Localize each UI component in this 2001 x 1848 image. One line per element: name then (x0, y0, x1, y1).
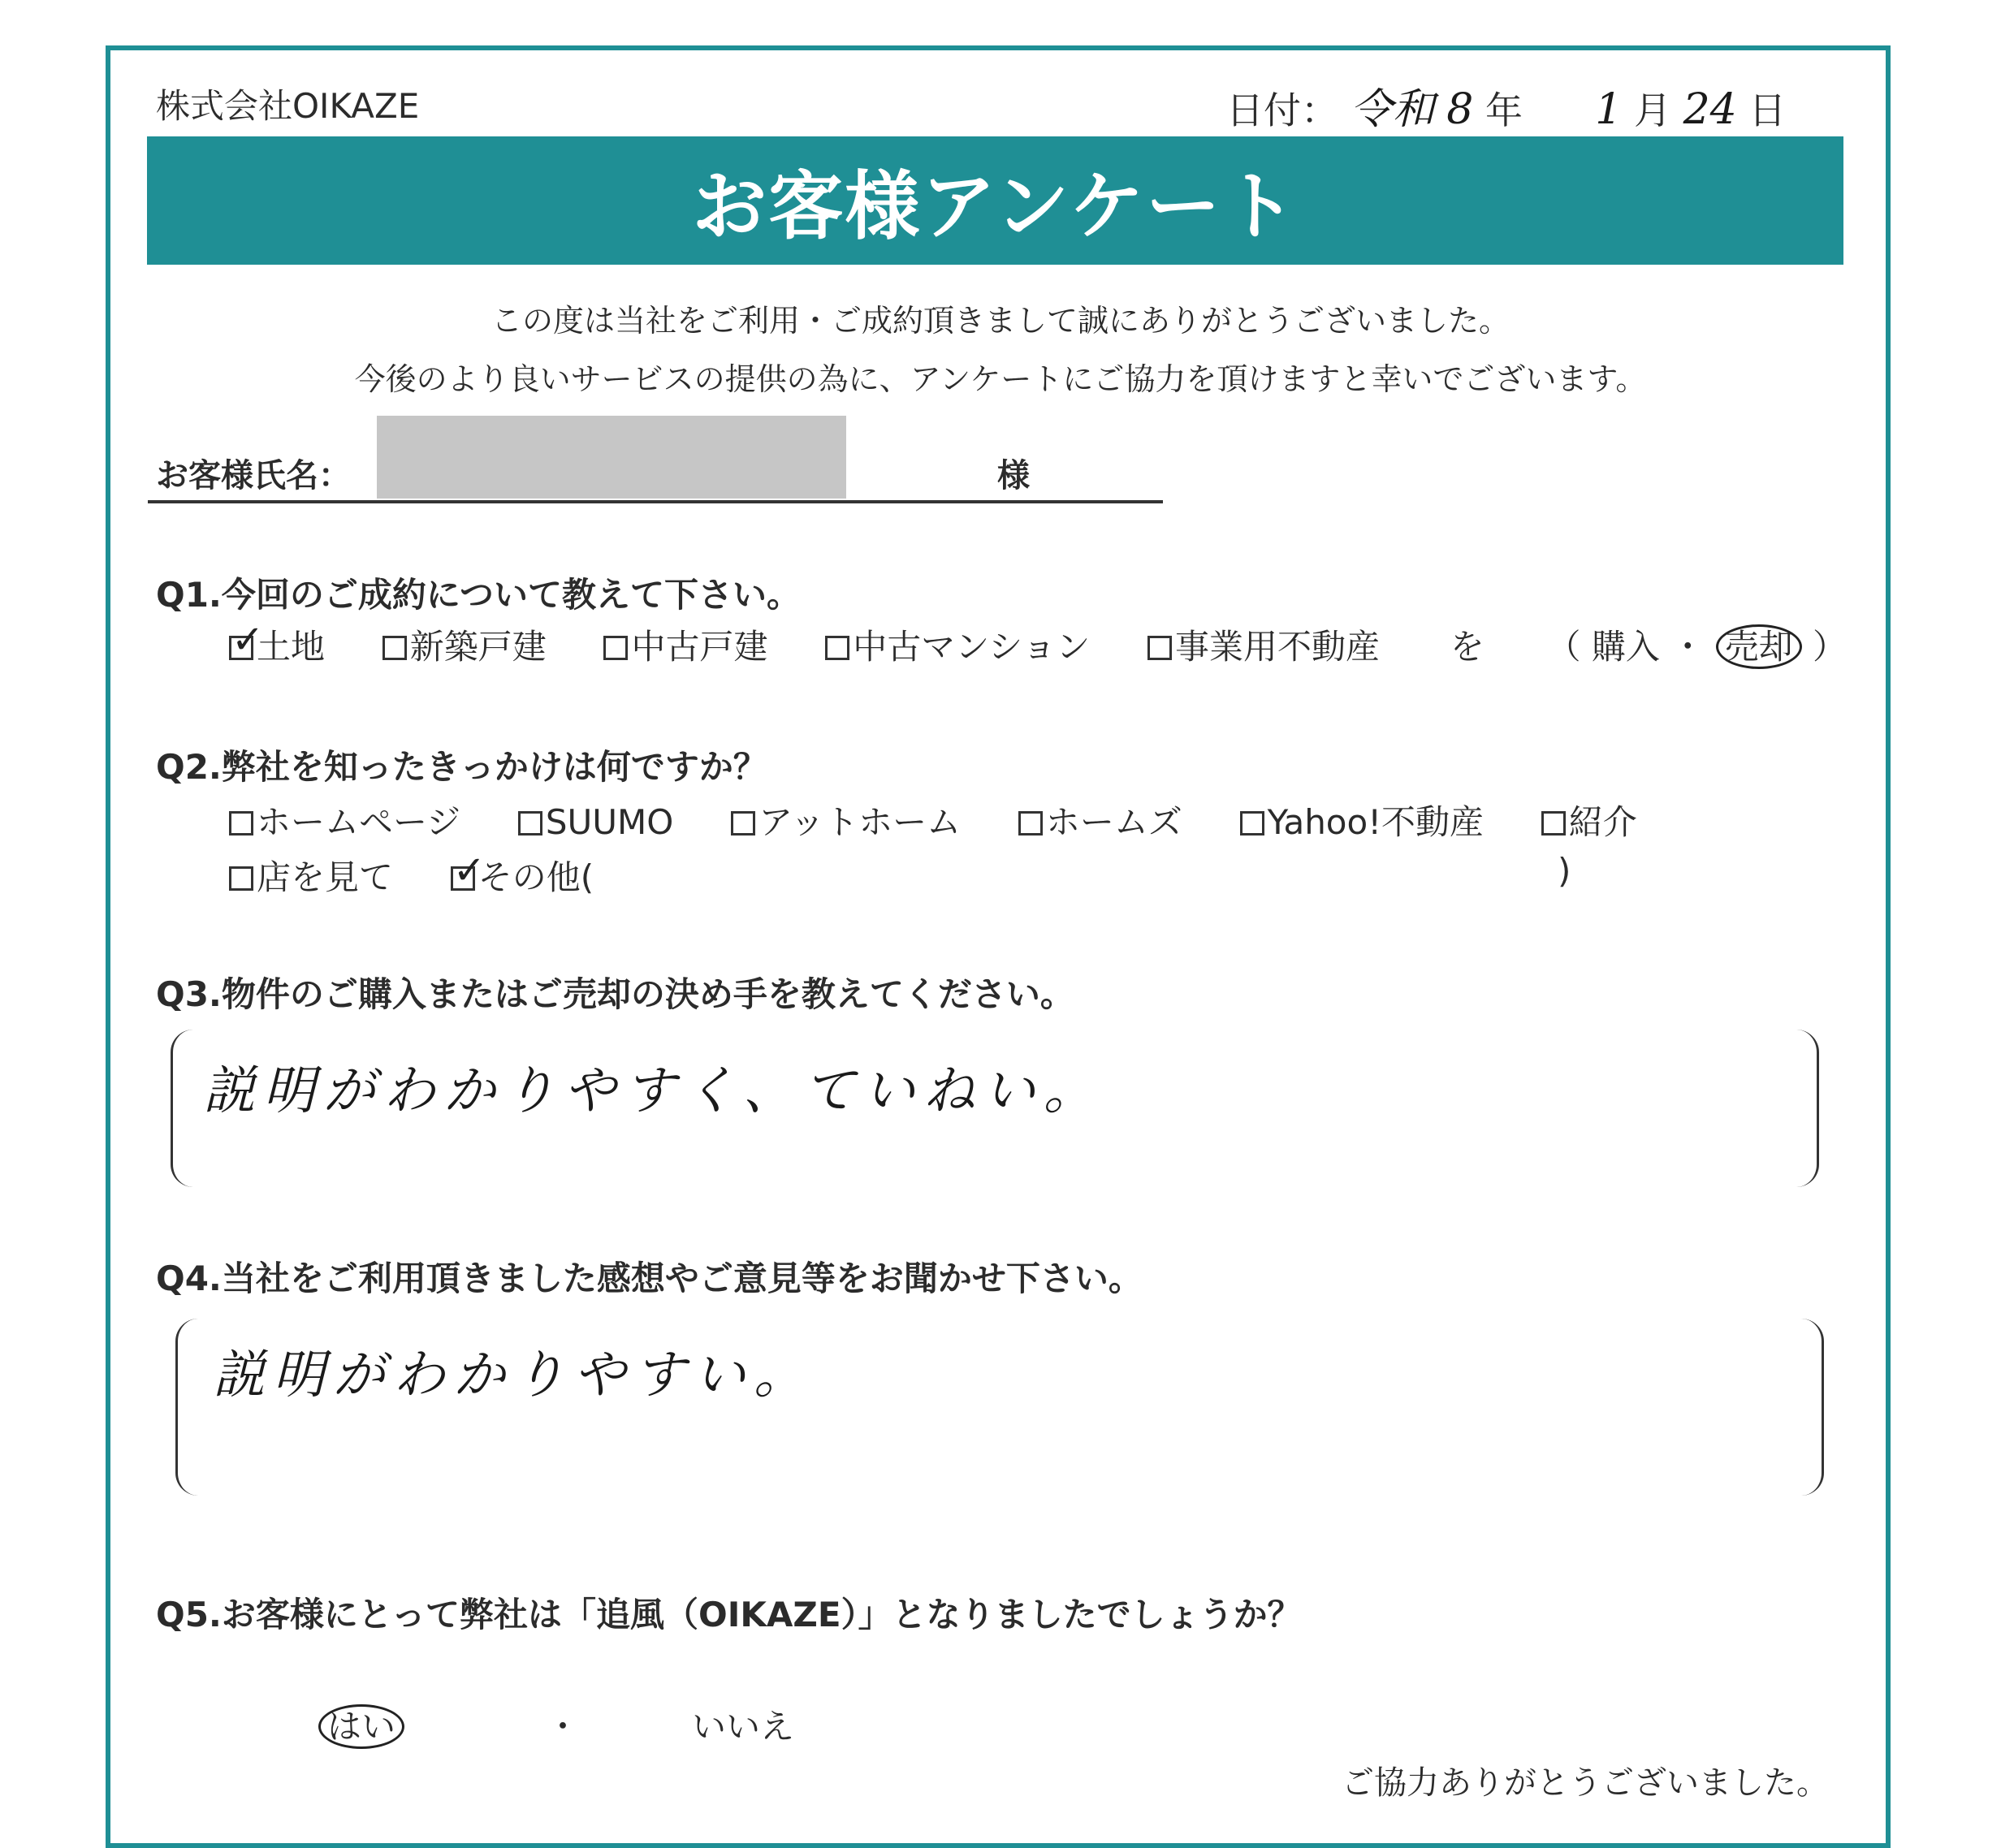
q3-question: Q3.物件のご購入またはご売却の決め手を教えてください。 (156, 974, 1074, 1014)
date-field (1226, 75, 1786, 136)
intro-line-1: この度は当社をご利用・ご成約頂きまして誠にありがとうございました。 (491, 303, 1510, 339)
survey-title: お客様アンケート (692, 163, 1299, 250)
checkbox-icon[interactable] (603, 636, 628, 660)
q2-other-close: ) (1558, 851, 1571, 891)
q4-question: Q4.当社をご利用頂きました感想やご意見等をお聞かせ下さい。 (156, 1259, 1143, 1298)
q3-answer: 説明がわかりやすく、ていねい。 (203, 1061, 1104, 1121)
checkbox-icon[interactable] (229, 811, 253, 835)
q2-option-homes[interactable]: ホームズ (1018, 802, 1182, 842)
q2-option-other[interactable]: ✓ その他( (451, 857, 594, 897)
checkbox-icon[interactable] (1018, 811, 1043, 835)
q2-options-row-1 (229, 796, 1637, 844)
q2-option-referral[interactable]: 紹介 (1541, 802, 1637, 842)
q5-yes-circled[interactable]: はい (318, 1704, 404, 1749)
checkbox-icon[interactable] (1147, 636, 1172, 660)
q2-question: Q2.弊社を知ったきっかけは何ですか？ (156, 747, 767, 787)
q1-option-new-house[interactable]: 新築戸建 (382, 627, 547, 667)
checkbox-icon[interactable] (1240, 811, 1264, 835)
customer-name-suffix: 様 (997, 457, 1030, 494)
q2-option-suumo[interactable]: SUUMO (518, 802, 673, 842)
q1-dot: ・ (1670, 627, 1705, 667)
date-day: 24 (1683, 85, 1737, 134)
q1-option-used-mansion[interactable]: 中古マンション (825, 627, 1090, 667)
checkbox-icon[interactable] (518, 811, 542, 835)
date-year-unit: 年 (1485, 89, 1523, 132)
q1-sell-option[interactable]: 売却 (1716, 624, 1802, 669)
date-month-unit: 月 (1633, 89, 1671, 132)
customer-name-redacted (377, 416, 846, 499)
q1-question: Q1.今回のご成約について教えて下さい。 (156, 575, 802, 615)
q2-option-store[interactable]: 店を見て (229, 857, 393, 897)
date-day-unit: 日 (1748, 89, 1787, 132)
checkbox-icon[interactable] (1541, 811, 1566, 835)
checkbox-icon[interactable] (382, 636, 407, 660)
company-name: 株式会社OIKAZE (156, 86, 420, 126)
q2-option-homepage[interactable]: ホームページ (229, 802, 460, 842)
closing-message: ご協力ありがとうございました。 (1342, 1764, 1829, 1802)
q4-answer: 説明がわかりやすい。 (213, 1345, 814, 1405)
customer-name-underline (148, 500, 1163, 503)
q1-buy-option[interactable]: 購入 (1591, 627, 1660, 667)
q1-option-used-house[interactable]: 中古戸建 (603, 627, 767, 667)
date-era: 令和 (1350, 85, 1435, 134)
q2-option-yahoo[interactable]: Yahoo!不動産 (1240, 802, 1484, 842)
checkbox-checked-icon[interactable] (229, 636, 253, 660)
survey-title-banner (147, 136, 1843, 265)
date-month: 1 (1595, 85, 1623, 134)
q5-question: Q5.お客様にとって弊社は「追風（OIKAZE）」となりましたでしょうか？ (156, 1595, 1302, 1634)
date-year: 8 (1446, 85, 1474, 134)
checkbox-icon[interactable] (731, 811, 755, 835)
checkbox-icon[interactable] (825, 636, 849, 660)
date-label: 日付： (1226, 89, 1338, 132)
q1-option-business-property[interactable]: 事業用不動産 (1147, 627, 1380, 667)
q1-option-land[interactable]: ✓土地 (229, 627, 325, 667)
q1-options (229, 620, 1847, 669)
q1-paren-open: （ (1546, 627, 1581, 667)
intro-line-2: 今後のより良いサービスの提供の為に、アンケートにご協力を頂けますと幸いでございます。 (354, 361, 1647, 397)
q5-yes-option[interactable] (318, 1700, 404, 1749)
q2-options-row-2 (229, 851, 594, 900)
customer-name-label: お客様氏名： (156, 457, 351, 494)
checkbox-icon[interactable] (229, 866, 253, 891)
q1-paren-close: ） (1813, 627, 1848, 667)
checkbox-checked-icon[interactable] (451, 866, 475, 891)
q5-dot: ・ (546, 1707, 581, 1747)
q2-option-athome[interactable]: アットホーム (731, 802, 961, 842)
q1-particle: を (1450, 627, 1485, 667)
q5-no-option[interactable]: いいえ (692, 1707, 795, 1747)
